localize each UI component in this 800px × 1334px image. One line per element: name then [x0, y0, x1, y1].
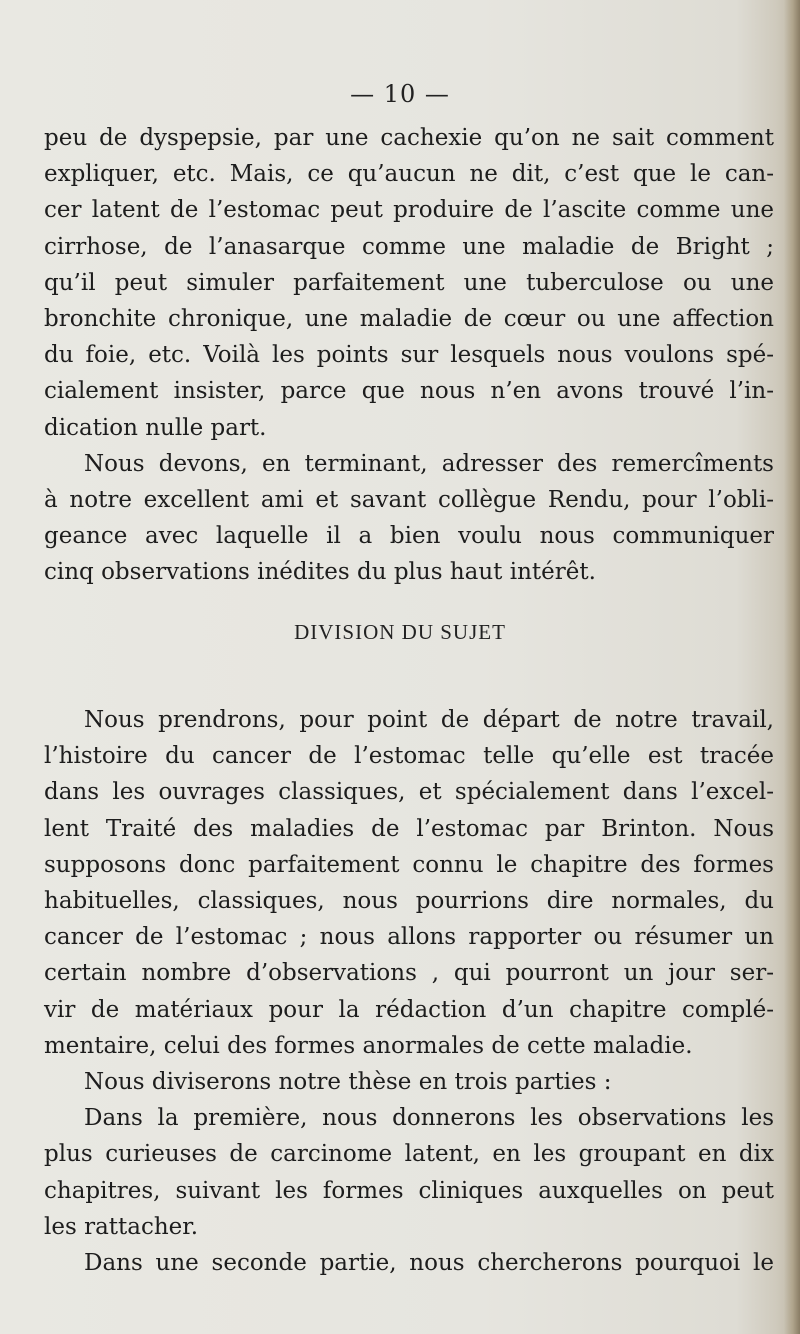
text-line: cinq observations inédites du plus haut intérêt.	[44, 559, 596, 586]
text-block-top	[44, 120, 774, 591]
text-line: vir de matériaux pour la rédaction d’un chapitre complé-	[44, 996, 774, 1023]
text-line: certain nombre d’observations , qui pourront un jour ser-	[44, 960, 774, 987]
text-line: l’histoire du cancer de l’estomac telle qu’elle est tracée	[44, 743, 774, 770]
text-line: Nous prendrons, pour point de départ de notre travail,	[84, 707, 774, 733]
text-line: plus curieuses de carcinome latent, en les groupant en dix	[44, 1141, 774, 1168]
text-line: du foie, etc. Voilà les points sur lesquels nous voulons spé-	[44, 342, 774, 369]
text-line: Nous diviserons notre thèse en trois parties :	[84, 1069, 612, 1096]
text-block-bottom	[44, 702, 774, 1281]
text-line: à notre excellent ami et savant collègue Rendu, pour l’obli-	[44, 487, 774, 514]
text-line: peu de dyspepsie, par une cachexie qu’on ne sait comment	[44, 125, 774, 151]
text-line: chapitres, suivant les formes cliniques auxquelles on peut	[44, 1177, 774, 1204]
text-line: dication nulle part.	[44, 414, 267, 441]
text-line: cer latent de l’estomac peut produire de l’ascite comme une	[44, 197, 774, 224]
text-line: supposons donc parfaitement connu le chapitre des formes	[44, 851, 774, 878]
text-line: les rattacher.	[44, 1213, 199, 1240]
text-line: geance avec laquelle il a bien voulu nous communiquer	[44, 523, 774, 550]
page-edge-shadow	[784, 0, 800, 1334]
text-line: Dans une seconde partie, nous chercherons pourquoi le	[84, 1250, 774, 1277]
text-line: dans les ouvrages classiques, et spécialement dans l’excel-	[44, 779, 774, 806]
text-line: expliquer, etc. Mais, ce qu’aucun ne dit, c’est que le can-	[44, 161, 774, 188]
section-heading: DIVISION DU SUJET	[294, 620, 506, 644]
text-line: bronchite chronique, une maladie de cœur ou une affection	[44, 306, 774, 333]
text-line: lent Traité des maladies de l’estomac par Brinton. Nous	[44, 815, 774, 842]
text-line: qu’il peut simuler parfaitement une tuberculose ou une	[44, 269, 774, 296]
text-line: habituelles, classiques, nous pourrions dire normales, du	[44, 888, 774, 915]
text-line: cirrhose, de l’anasarque comme une maladie de Bright ;	[44, 233, 774, 260]
text-line: Dans la première, nous donnerons les observations les	[84, 1105, 774, 1132]
text-line: cancer de l’estomac ; nous allons rapporter ou résumer un	[44, 924, 774, 951]
page-number: — 10 —	[350, 80, 450, 108]
text-line: mentaire, celui des formes anormales de cette maladie.	[44, 1032, 693, 1059]
text-line: Nous devons, en terminant, adresser des remercîments	[84, 450, 774, 477]
text-line: cialement insister, parce que nous n’en avons trouvé l’in-	[44, 378, 774, 405]
